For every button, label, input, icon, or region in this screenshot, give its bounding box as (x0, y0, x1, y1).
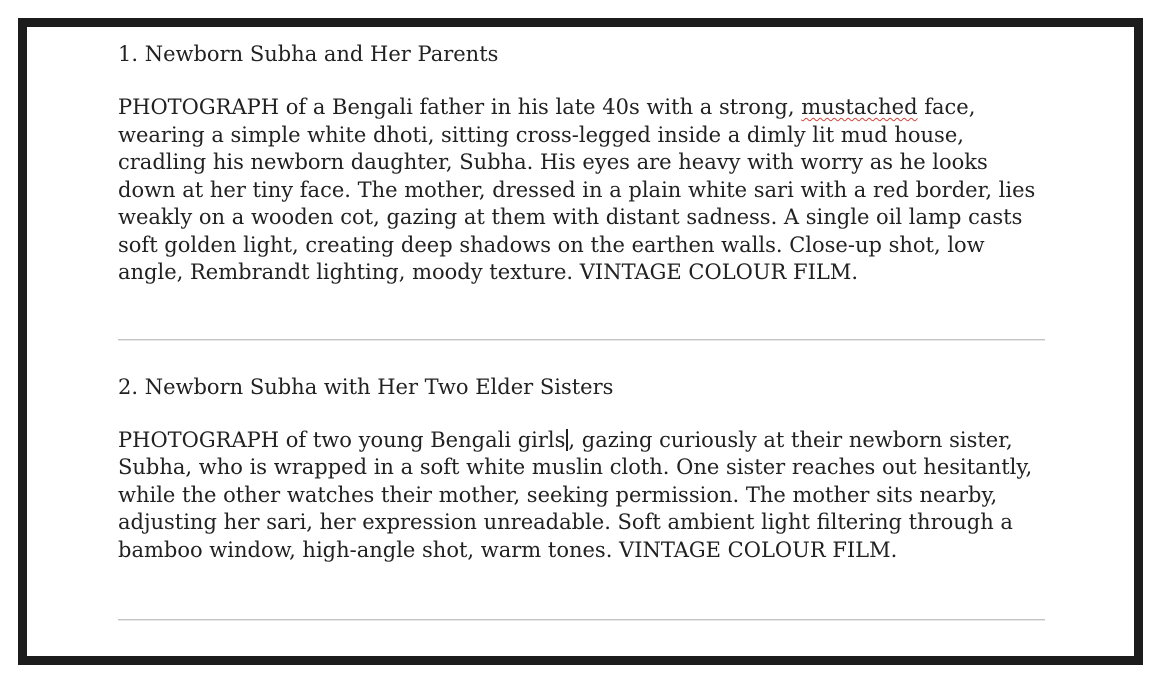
section-1-text-before-misspelled: PHOTOGRAPH of a Bengali father in his late 40s with a strong, (118, 95, 802, 119)
section-2-paragraph[interactable] (118, 427, 1048, 565)
section-divider-2 (118, 619, 1045, 621)
section-divider-1 (118, 339, 1045, 341)
section-2 (118, 373, 1048, 565)
section-1-text-after-misspelled: face, wearing a simple white dhoti, sitting cross-legged inside a dimly lit mud house, cradling his newborn daughter, Subha. His eyes are heavy with worry as he looks down at her tiny face. The mother, dressed in a plain white sari with a red border, lies weakly on a wooden cot, gazing at them with distant sadness. A single oil lamp casts soft golden light, creating deep shadows on the earthen walls. Close-up shot, low angle, Rembrandt lighting, moody texture. VINTAGE COLOUR FILM. (118, 95, 1036, 284)
text-column (118, 40, 1048, 621)
section-2-text-after-cursor: , gazing curiously at their newborn sister, Subha, who is wrapped in a soft white muslin cloth. One sister reaches out hesitantly, while the other watches their mother, seeking permission. The mother sits nearby, adjusting her sari, her expression unreadable. Soft ambient light filtering through a bamboo window, high-angle shot, warm tones. VINTAGE COLOUR FILM. (118, 427, 1033, 562)
section-1-heading[interactable]: 1. Newborn Subha and Her Parents (118, 42, 499, 66)
document-content (27, 27, 1134, 621)
section-2-heading[interactable]: 2. Newborn Subha with Her Two Elder Sisters (118, 374, 614, 399)
document-frame (18, 18, 1143, 665)
misspelled-word[interactable]: mustached (801, 95, 918, 119)
section-1 (118, 40, 1048, 287)
section-2-text-before-cursor: PHOTOGRAPH of two young Bengali girls (118, 427, 566, 452)
section-1-paragraph[interactable] (118, 94, 1048, 287)
